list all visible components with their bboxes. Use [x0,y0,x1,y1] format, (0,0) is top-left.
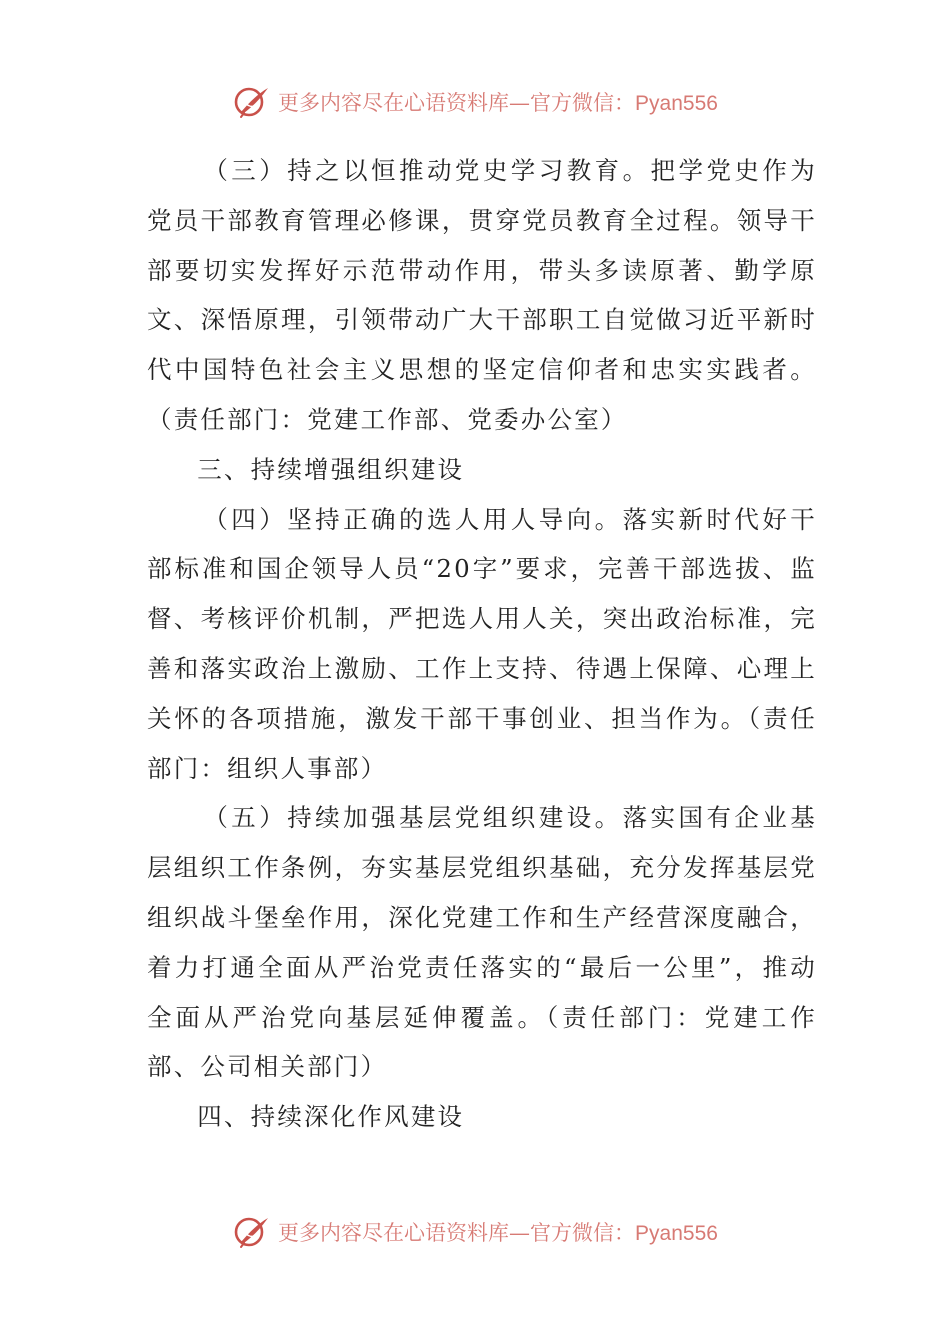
watermark-suffix: 官方微信： [530,1221,636,1245]
watermark-separator: — [509,91,531,115]
watermark-banner-top [0,80,950,124]
watermark-suffix: 官方微信： [530,91,636,115]
paragraph-5-grassroots-organization: （五）持续加强基层党组织建设。落实国有企业基层组织工作条例，夯实基层党组织基础，充分发挥基层党组织战斗堡垒作用，深化党建工作和生产经营深度融合，着力打通全面从严治党责任落实的“最后一公里”，推动全面从严治党向基层延伸覆盖。（责任部门：党建工作部、公司相关部门） [147,803,817,1082]
paragraph-4-personnel-selection: （四）坚持正确的选人用人导向。落实新时代好干部标准和国企领导人员“20字”要求，完善干部选拔、监督、考核评价机制，严把选人用人关，突出政治标准，完善和落实政治上激励、工作上支持、待遇上保障、心理上关怀的各项措施，激发干部干事创业、担当作为。（责任部门：组织人事部） [147,504,817,783]
quill-pen-circle-icon [232,82,272,122]
quill-pen-circle-icon [232,1212,272,1252]
watermark-banner-bottom [0,1210,950,1254]
watermark-wechat-id: Pyan556 [635,1222,718,1245]
watermark-wechat-id: Pyan556 [635,92,718,115]
watermark-text [278,1217,718,1247]
watermark-main: 更多内容尽在心语资料库 [278,1221,510,1245]
watermark-text [278,87,718,117]
watermark-separator: — [509,1221,531,1245]
section-heading-organization: 三、持续增强组织建设 [197,454,465,484]
document-body [147,146,817,1142]
section-heading-work-style: 四、持续深化作风建设 [197,1102,465,1132]
paragraph-3-party-history: （三）持之以恒推动党史学习教育。把学党史作为党员干部教育管理必修课，贯穿党员教育全过程。领导干部要切实发挥好示范带动作用，带头多读原著、勤学原文、深悟原理，引领带动广大干部职工自觉做习近平新时代中国特色社会主义思想的坚定信仰者和忠实实践者。（责任部门：党建工作部、党委办公室） [147,156,817,434]
watermark-main: 更多内容尽在心语资料库 [278,91,510,115]
